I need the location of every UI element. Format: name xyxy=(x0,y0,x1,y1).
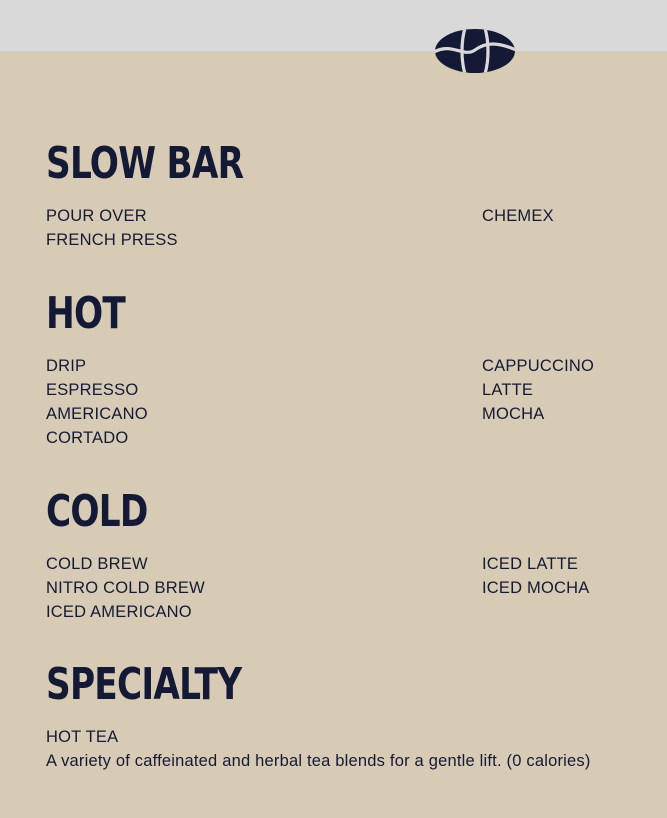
top-bar xyxy=(0,0,667,51)
section-hot xyxy=(46,290,626,450)
menu-item: CHEMEX xyxy=(482,207,554,225)
menu-item: CORTADO xyxy=(46,429,129,447)
menu-item: COLD BREW xyxy=(46,555,148,573)
section-title: SPECIALTY xyxy=(46,659,242,710)
globe-logo-icon[interactable] xyxy=(434,28,516,74)
menu-item: ICED MOCHA xyxy=(482,579,590,597)
menu-item-description: A variety of caffeinated and herbal tea blends for a gentle lift. (0 calories) xyxy=(46,752,591,770)
section-title: COLD xyxy=(46,486,148,537)
menu-item: MOCHA xyxy=(482,405,545,423)
menu-item: NITRO COLD BREW xyxy=(46,579,205,597)
menu-item: DRIP xyxy=(46,357,87,375)
menu-item: POUR OVER xyxy=(46,207,147,225)
menu-item: LATTE xyxy=(482,381,534,399)
section-title: HOT xyxy=(46,288,125,339)
section-slow-bar xyxy=(46,140,626,252)
section-title: SLOW BAR xyxy=(46,138,244,189)
menu-item: ICED LATTE xyxy=(482,555,579,573)
menu-item: ESPRESSO xyxy=(46,381,139,399)
section-cold xyxy=(46,488,626,624)
menu-item: AMERICANO xyxy=(46,405,148,423)
menu-item: FRENCH PRESS xyxy=(46,231,178,249)
section-specialty xyxy=(46,661,626,773)
menu-item: HOT TEA xyxy=(46,728,119,746)
menu-item: ICED AMERICANO xyxy=(46,603,192,621)
menu-item: CAPPUCCINO xyxy=(482,357,595,375)
